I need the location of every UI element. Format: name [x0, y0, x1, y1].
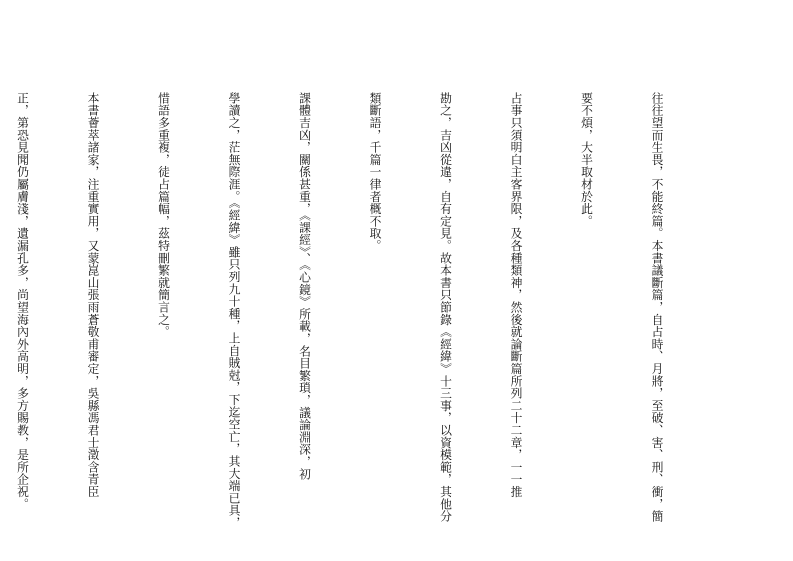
vertical-text-block	[0, 92, 715, 529]
text-line: 課體吉凶，關係甚重，《課經》、《心鏡》所載，名目繁瑣，議論淵深，初	[297, 92, 312, 481]
text-line: 學讀之，茫無際涯。《經緯》雖只列九十種，上自賊尅，下迄空亡，其大端已具，	[227, 92, 241, 529]
text-line: 占事只須明白主客界限，及各種類神，然後就論斷篇所列二十二章，一一推	[509, 92, 523, 498]
text-line: 類斷語，千篇一律者概不取。	[368, 92, 382, 252]
text-line: 往往望而生畏，不能終篇。本書議斷篇，自占時、月將，至破、害、刑、衝，簡	[650, 92, 664, 523]
text-line: 本書薈萃諸家，注重實用，又蒙崑山張雨蒼敬甫審定，吳縣馮君士澂含青臣	[86, 92, 100, 498]
text-line: 正，第恐見聞仍屬膚淺，遺漏孔多，尚望海內外高明，多方賜教，是所企祝。	[15, 92, 30, 511]
text-line: 勘之，吉凶從違，自有定見。故本書只節錄《經緯》十三事，以資模範，其他分	[438, 92, 453, 523]
text-line: 要不煩，大半取材於此。	[579, 92, 594, 228]
text-line: 惜語多重複，徒占篇幅，茲特刪繁就簡言之。	[156, 92, 171, 338]
